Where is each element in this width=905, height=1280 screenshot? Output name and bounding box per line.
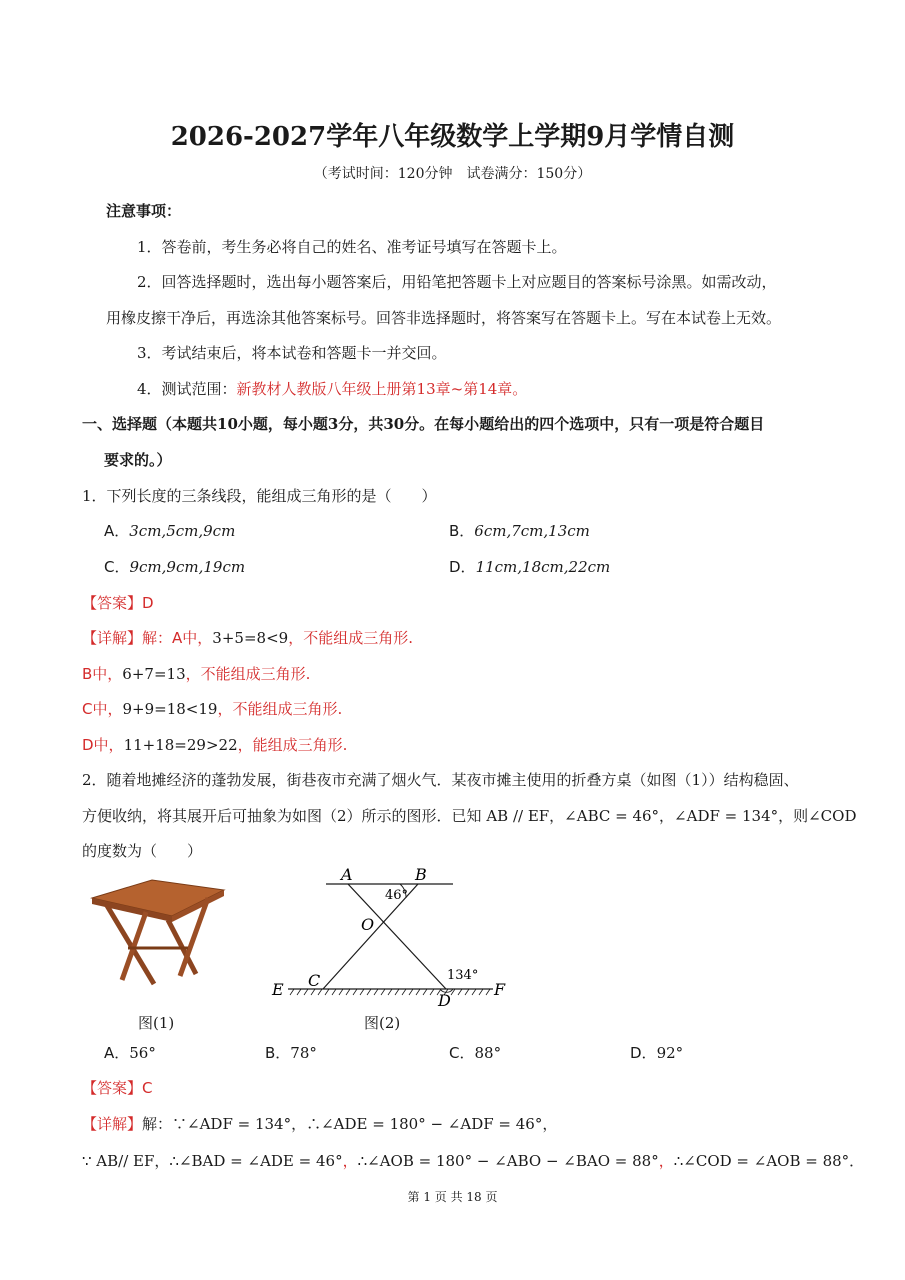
q1-detail-line2-a: B中， xyxy=(82,665,123,683)
page-footer: 第 1 页 共 18 页 xyxy=(407,1190,498,1204)
notice-item-3: 3．考试结束后，将本试卷和答题卡一并交回。 xyxy=(137,344,447,362)
q2-option-b-text: 78° xyxy=(290,1044,317,1062)
q1-stem: 1．下列长度的三条线段，能组成三角形的是（ ） xyxy=(82,487,437,505)
q2-stem-line2: 方便收纳，将其展开后可抽象为如图（2）所示的图形．已知 AB // EF，∠ABC = 46°，∠ADF = 134°，则∠COD xyxy=(82,807,857,825)
notice-heading: 注意事项： xyxy=(106,202,182,220)
q1-detail-line4-a: D中， xyxy=(82,736,124,754)
notice-item-4-prefix: 4．测试范围： xyxy=(137,380,237,398)
q1-option-c xyxy=(104,556,245,577)
q1-detail-line4 xyxy=(82,734,347,755)
label-d: D xyxy=(438,991,451,1010)
q1-detail-line3-conclusion: ，不能组成三角形. xyxy=(217,700,343,718)
label-b: B xyxy=(415,865,427,884)
q1-option-d-text: 11cm,18cm,22cm xyxy=(475,558,611,576)
q1-detail-line2-conclusion: ，不能组成三角形. xyxy=(185,665,311,683)
folding-table-image xyxy=(84,876,234,996)
q1-detail-line4-math: 11+18=29>22 xyxy=(123,736,238,754)
q1-option-a-text: 3cm,5cm,9cm xyxy=(129,522,236,540)
label-f: F xyxy=(494,980,506,999)
exam-subtitle: （考试时间：120分钟 试卷满分：150分） xyxy=(313,166,592,182)
notice-item-1: 1．答卷前，考生务必将自己的姓名、准考证号填写在答题卡上。 xyxy=(137,238,567,256)
q1-option-a-label: A． xyxy=(104,522,130,540)
q2-detail-line1 xyxy=(82,1113,557,1134)
q2-answer-value: C xyxy=(142,1079,153,1097)
section1-heading-line2: 要求的。） xyxy=(104,451,172,469)
q2-option-c-text: 88° xyxy=(474,1044,502,1062)
notice-item-2-line2: 用橡皮擦干净后，再选涂其他答案标号。回答非选择题时，将答案写在答题卡上。写在本试卷上无效。 xyxy=(106,309,782,327)
q2-option-a-label: A． xyxy=(104,1044,130,1062)
q2-answer xyxy=(82,1077,153,1098)
q1-option-b xyxy=(449,520,590,541)
notice-item-4 xyxy=(137,378,527,399)
q2-stem-line1: 2．随着地摊经济的蓬勃发展，街巷夜市充满了烟火气．某夜市摊主使用的折叠方桌（如图（1））结构稳固、 xyxy=(82,771,799,789)
q1-detail-line2 xyxy=(82,663,310,684)
q1-answer-value: D xyxy=(142,594,154,612)
figure2-caption: 图(2) xyxy=(364,1014,401,1032)
notice-item-4-scope: 新教材人教版八年级上册第13章~第14章。 xyxy=(236,380,528,398)
q2-detail-line2-e: ∴∠COD = ∠AOB = 88°． xyxy=(673,1152,865,1170)
label-a: A xyxy=(341,865,353,884)
notice-item-2-line1: 2．回答选择题时，选出每小题答案后，用铅笔把答题卡上对应题目的答案标号涂黑。如需改动， xyxy=(137,273,777,291)
q1-option-a xyxy=(104,520,235,541)
section1-heading-line1: 一、选择题（本题共10小题，每小题3分，共30分。在每小题给出的四个选项中，只有一项是符合题目 xyxy=(82,415,765,433)
q2-option-a-text: 56° xyxy=(129,1044,156,1062)
q1-option-d xyxy=(449,556,610,577)
q2-detail-line1-text: 解：∵∠ADF = 134°，∴∠ADE = 180° − ∠ADF = 46°， xyxy=(142,1115,558,1133)
angle-label-46: 46° xyxy=(385,888,409,903)
q2-detail-line2-sep1: ， xyxy=(342,1152,358,1170)
q1-answer-label: 【答案】 xyxy=(82,594,143,612)
q2-detail-line2-sep2: ， xyxy=(658,1152,674,1170)
angle-label-134: 134° xyxy=(447,968,479,983)
geometry-diagram xyxy=(268,864,513,1014)
exam-title: 2026-2027学年八年级数学上学期9月学情自测 xyxy=(170,122,735,152)
q1-detail-line1 xyxy=(82,627,413,648)
figure1-caption: 图(1) xyxy=(138,1014,175,1032)
q1-option-b-text: 6cm,7cm,13cm xyxy=(474,522,590,540)
q1-detail-line1-a: 解： xyxy=(142,629,173,647)
q1-detail-line3-a: C中， xyxy=(82,700,123,718)
q2-option-b-label: B． xyxy=(265,1044,291,1062)
q2-option-c-label: C． xyxy=(449,1044,475,1062)
q1-option-d-label: D． xyxy=(449,558,476,576)
q2-option-c xyxy=(449,1042,501,1063)
q2-option-d-label: D． xyxy=(630,1044,657,1062)
q2-option-a xyxy=(104,1042,156,1063)
q1-detail-line1-math: 3+5=8<9 xyxy=(212,629,289,647)
q1-detail-line1-conclusion: ，不能组成三角形. xyxy=(288,629,413,647)
q2-detail-label: 【详解】 xyxy=(82,1115,143,1133)
label-o: O xyxy=(361,915,375,934)
q2-option-d xyxy=(630,1042,683,1063)
q1-detail-line4-conclusion: ，能组成三角形. xyxy=(237,736,348,754)
q2-stem-line3: 的度数为（ ） xyxy=(82,842,203,860)
q1-detail-line3 xyxy=(82,698,342,719)
q2-option-d-text: 92° xyxy=(656,1044,684,1062)
q2-detail-line2-c: ∴∠AOB = 180° − ∠ABO − ∠BAO = 88° xyxy=(357,1152,659,1170)
q2-detail-line2-a: ∵ AB// EF，∴∠BAD = ∠ADE = 46° xyxy=(82,1152,343,1170)
q2-option-b xyxy=(265,1042,317,1063)
q1-answer xyxy=(82,592,154,613)
q1-detail-label: 【详解】 xyxy=(82,629,143,647)
label-c: C xyxy=(308,971,321,990)
q1-detail-line2-math: 6+7=13 xyxy=(122,665,186,683)
q1-option-c-text: 9cm,9cm,19cm xyxy=(129,558,246,576)
q1-detail-line3-math: 9+9=18<19 xyxy=(122,700,218,718)
q2-answer-label: 【答案】 xyxy=(82,1079,143,1097)
label-e: E xyxy=(272,980,284,999)
q2-detail-line2 xyxy=(82,1150,864,1171)
q1-option-c-label: C． xyxy=(104,558,130,576)
q1-option-b-label: B． xyxy=(449,522,475,540)
q1-detail-line1-b: A中， xyxy=(172,629,213,647)
